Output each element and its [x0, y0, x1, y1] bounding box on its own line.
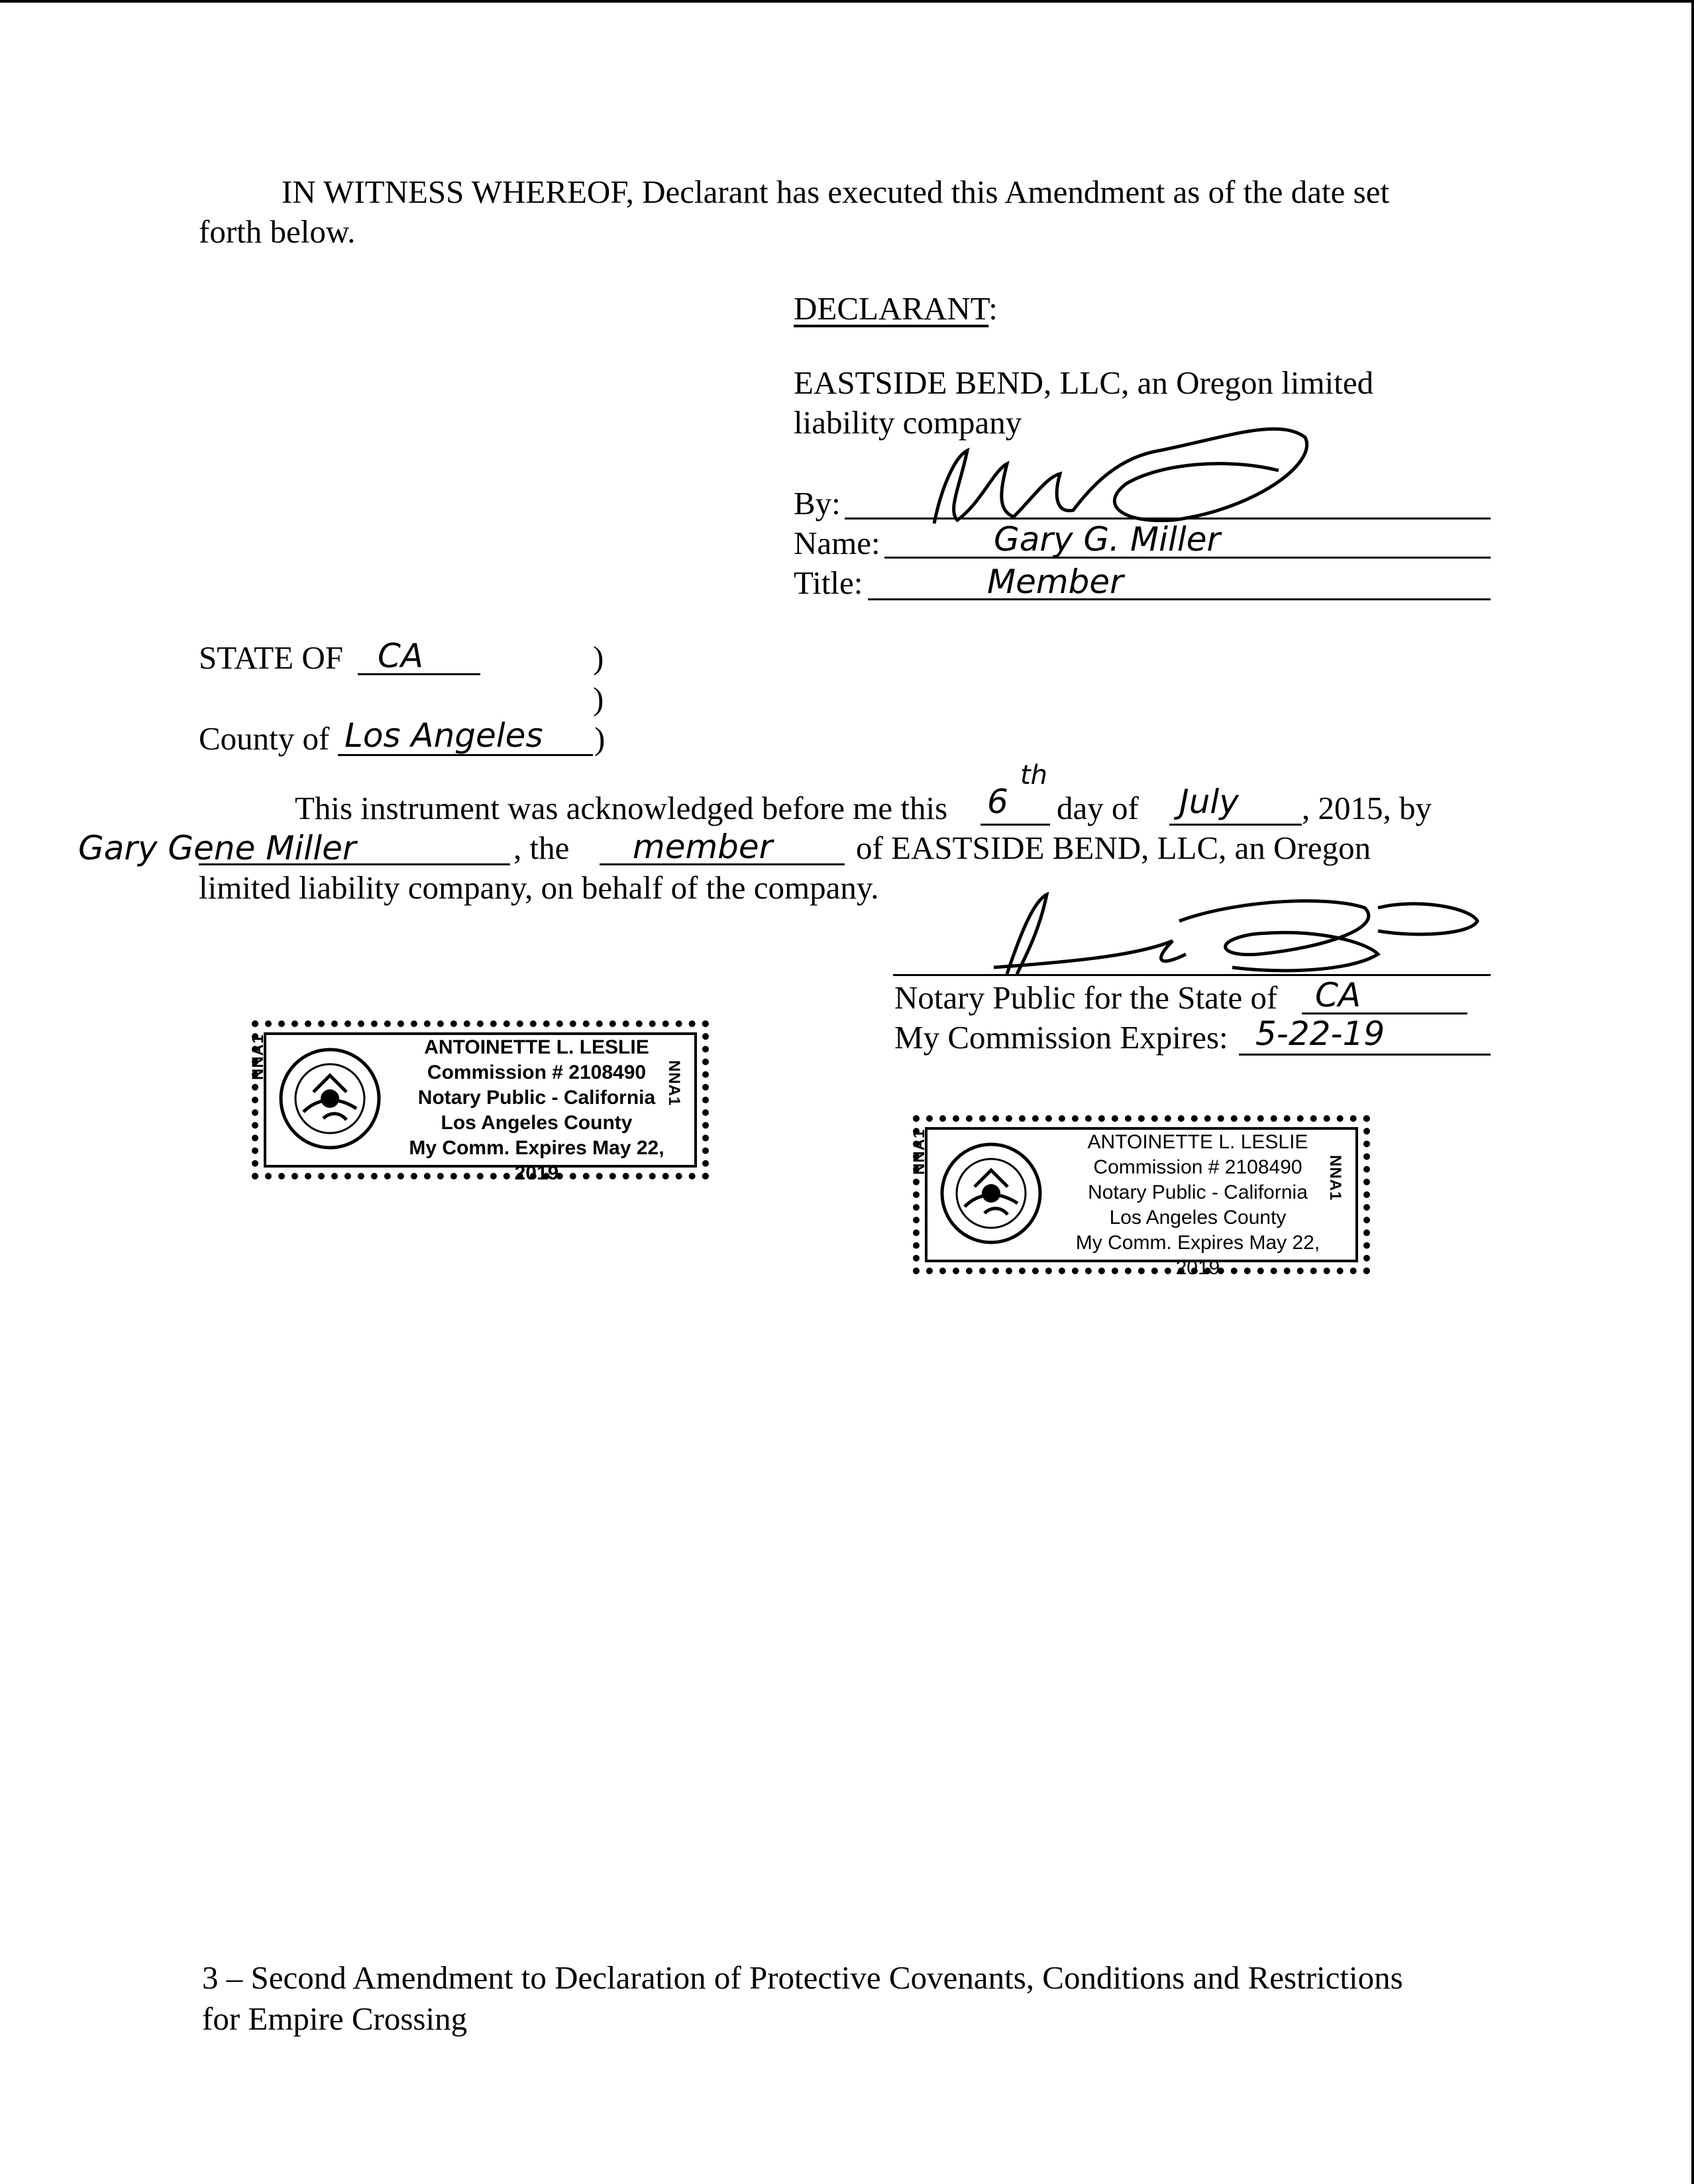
stamp-name: ANTOINETTE L. LESLIE — [424, 1036, 649, 1058]
title-value-handwritten: Member — [987, 563, 1124, 601]
county-value-handwritten: Los Angeles — [344, 716, 543, 755]
notary-expires-line — [1239, 1054, 1491, 1056]
witness-line-1: IN WITNESS WHEREOF, Declarant has executed this Amendment as of the date set — [282, 174, 1390, 210]
company-line-2: liability company — [794, 404, 1022, 441]
declarant-heading-colon: : — [988, 290, 998, 327]
day-value-handwritten: 6 — [987, 783, 1008, 821]
scan-border-top — [0, 0, 1694, 3]
state-label: STATE OF — [199, 639, 343, 676]
stamp-title: Notary Public - California — [1088, 1181, 1308, 1203]
month-line — [1169, 824, 1302, 826]
stamp-text-block — [1052, 1130, 1344, 1281]
person-value-handwritten: Gary Gene Miller — [78, 829, 356, 867]
state-seal-icon — [277, 1046, 383, 1152]
person-line — [199, 863, 510, 865]
role-value-handwritten: member — [633, 828, 773, 866]
ack-text-e: of EASTSIDE BEND, LLC, an Oregon — [856, 830, 1371, 866]
witness-line-2: forth below. — [199, 213, 356, 250]
county-label: County of — [199, 720, 330, 757]
stamp-side-text-left: NNA1 — [910, 1128, 928, 1175]
notary-stamp-left — [249, 1020, 709, 1184]
title-label: Title: — [794, 565, 863, 601]
day-line — [980, 824, 1050, 826]
notary-public-label: Notary Public for the State of — [894, 979, 1278, 1016]
state-value-handwritten: CA — [378, 637, 424, 675]
stamp-expires: My Comm. Expires May 22, 2019 — [1075, 1232, 1320, 1279]
paren-2: ) — [593, 681, 604, 717]
state-seal-icon — [938, 1140, 1044, 1246]
notary-expires-handwritten: 5-22-19 — [1255, 1014, 1385, 1053]
stamp-commission: Commission # 2108490 — [427, 1062, 647, 1083]
footer-line-2: for Empire Crossing — [202, 2000, 468, 2037]
paren-1: ) — [593, 639, 604, 676]
day-suffix-handwritten: th — [1020, 760, 1048, 791]
ack-text-c: , 2015, by — [1302, 790, 1432, 826]
title-line — [868, 598, 1491, 600]
footer-line-1: 3 – Second Amendment to Declaration of Protective Covenants, Conditions and Restrictions — [202, 1959, 1403, 1996]
notary-expires-label: My Commission Expires: — [894, 1019, 1228, 1056]
notary-stamp-right — [910, 1115, 1370, 1279]
stamp-side-text-right: NNA1 — [664, 1060, 683, 1107]
stamp-name: ANTOINETTE L. LESLIE — [1087, 1131, 1308, 1153]
ack-line-3: limited liability company, on behalf of the company. — [199, 869, 879, 906]
stamp-side-text-left: NNA1 — [249, 1034, 267, 1080]
month-value-handwritten: July — [1179, 783, 1239, 821]
stamp-side-text-right: NNA1 — [1326, 1155, 1344, 1201]
declarant-heading — [794, 289, 998, 329]
stamp-county: Los Angeles County — [1109, 1207, 1287, 1228]
stamp-expires: My Comm. Expires May 22, 2019 — [409, 1137, 664, 1184]
notary-state-handwritten: CA — [1315, 976, 1361, 1014]
stamp-county: Los Angeles County — [441, 1112, 633, 1134]
ack-text-b: day of — [1057, 790, 1139, 826]
stamp-commission: Commission # 2108490 — [1093, 1156, 1302, 1178]
company-line-1: EASTSIDE BEND, LLC, an Oregon limited — [794, 364, 1374, 401]
ack-text-d: , the — [513, 830, 570, 866]
ack-text-a: This instrument was acknowledged before me this — [295, 790, 948, 826]
scan-border-right — [1691, 0, 1694, 2184]
paren-3: ) — [594, 720, 606, 757]
name-value-handwritten: Gary G. Miller — [994, 520, 1221, 559]
declarant-heading-text: DECLARANT — [794, 290, 989, 327]
notary-signature-line — [893, 974, 1491, 976]
name-label: Name: — [794, 525, 880, 561]
stamp-text-block — [391, 1035, 682, 1186]
by-label: By: — [794, 485, 841, 521]
notary-signature — [954, 881, 1484, 981]
stamp-title: Notary Public - California — [417, 1087, 656, 1109]
